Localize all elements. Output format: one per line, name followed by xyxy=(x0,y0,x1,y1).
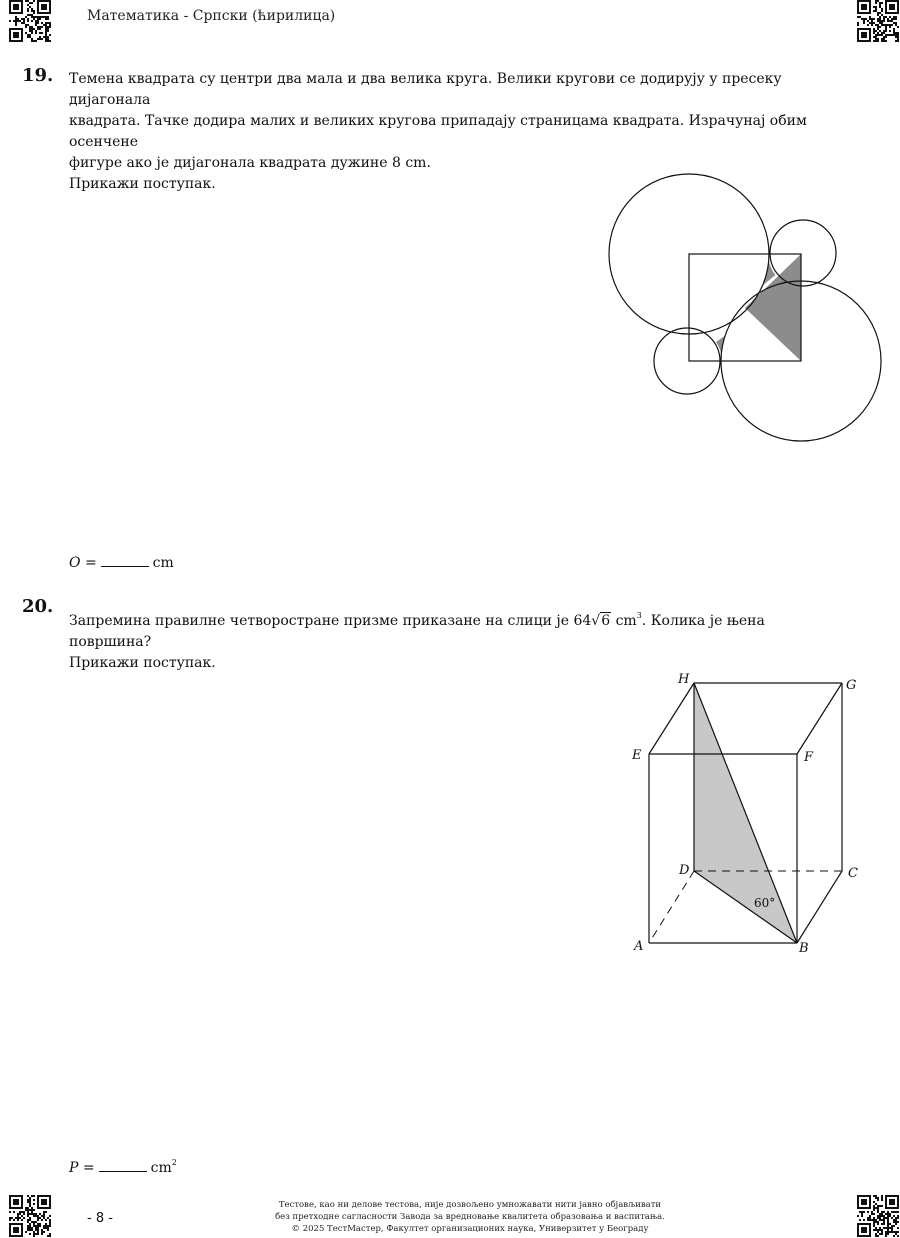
unit-exponent: 3 xyxy=(636,611,642,620)
question-text-part: Запремина правилне четворостране призме приказане на слици је 64 xyxy=(69,613,592,629)
answer-line-19 xyxy=(69,554,174,571)
question-number-20: 20. xyxy=(22,596,54,617)
unit: cm xyxy=(615,613,637,629)
qr-code-icon xyxy=(9,0,51,42)
equals-sign: = xyxy=(82,1160,95,1176)
question-text-part: . Колика је њена површина? xyxy=(69,613,765,650)
unit-exponent: 2 xyxy=(171,1158,177,1167)
angle-label: 60° xyxy=(754,896,776,910)
qr-code-icon xyxy=(857,1195,899,1237)
answer-variable: O xyxy=(69,555,81,571)
question-line: Прикажи поступак. xyxy=(69,176,216,192)
answer-line-20 xyxy=(69,1158,177,1176)
page-number: - 8 - xyxy=(87,1211,113,1226)
vertex-label-H: H xyxy=(678,672,690,687)
note-line: © 2025 ТестМастер, Факултет организационих наука, Универзитет у Београду xyxy=(291,1224,649,1234)
shaded-figure xyxy=(600,165,890,450)
vertex-label-E: E xyxy=(632,748,642,763)
question-line: Темена квадрата су центри два мала и два велика круга. Велики кругови се додирују у пресеку дијагонала xyxy=(69,71,782,108)
hidden-edge xyxy=(649,871,694,943)
answer-unit: cm xyxy=(150,1160,172,1176)
vertex-label-A: A xyxy=(634,939,644,954)
answer-blank[interactable] xyxy=(101,554,149,567)
edge xyxy=(649,683,694,754)
vertex-label-D: D xyxy=(679,863,690,878)
vertex-label-G: G xyxy=(846,678,857,693)
circles-square-figure xyxy=(600,165,890,450)
edge xyxy=(797,683,842,754)
question-line: Прикажи поступак. xyxy=(69,655,216,671)
vertex-label-C: C xyxy=(848,866,858,881)
note-line: Тестове, као ни делове тестова, није дозвољено умножавати нити јавно објављивати xyxy=(278,1200,662,1210)
prism-figure xyxy=(620,660,870,960)
answer-blank[interactable] xyxy=(99,1159,147,1172)
vertex-label-B: B xyxy=(799,941,809,956)
answer-variable: P xyxy=(69,1160,79,1176)
answer-unit: cm xyxy=(152,555,174,571)
copyright-note xyxy=(200,1199,740,1235)
page-header-title: Математика - Српски (ћирилица) xyxy=(87,8,336,24)
qr-code-icon xyxy=(857,0,899,42)
qr-code-icon xyxy=(9,1195,51,1237)
question-line: фигуре ако је дијагонала квадрата дужине 8 cm. xyxy=(69,155,431,171)
edge xyxy=(797,871,842,943)
equals-sign: = xyxy=(84,555,97,571)
question-line: квадрата. Тачке додира малих и великих кругова припадају страницама квадрата. Израчунај обим осенчене xyxy=(69,113,807,150)
vertex-label-F: F xyxy=(804,750,814,765)
question-number-19: 19. xyxy=(22,65,54,86)
sqrt-radicand: 6 xyxy=(601,613,611,629)
sqrt-symbol: √ xyxy=(591,613,601,629)
note-line: без претходне сагласности Завода за вредновање квалитета образовања и васпитања. xyxy=(275,1212,665,1222)
